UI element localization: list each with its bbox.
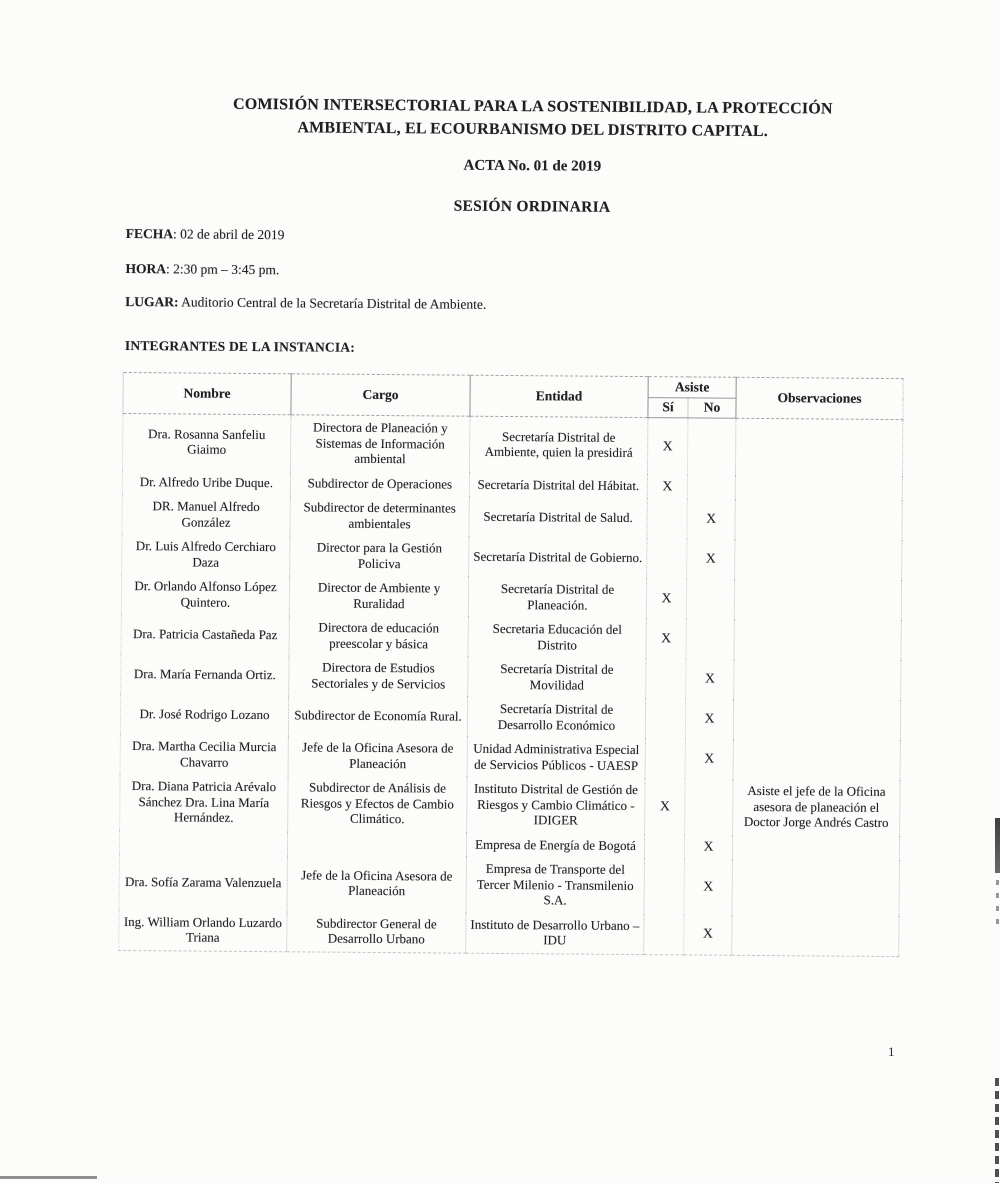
member-entidad-cell: Secretaría Distrital de Gobierno. bbox=[469, 537, 647, 578]
scan-artifact-bottom-left-line bbox=[0, 1176, 97, 1179]
asiste-si-cell bbox=[644, 858, 684, 914]
asiste-no-cell bbox=[686, 618, 734, 658]
fecha-label: FECHA bbox=[125, 225, 174, 242]
asiste-no-cell: X bbox=[686, 658, 734, 698]
table-row bbox=[119, 854, 899, 916]
member-name-cell: Dra. Rosanna Sanfeliu Giaimo bbox=[122, 413, 290, 470]
member-name-cell: Ing. William Orlando Luzardo Triana bbox=[119, 909, 287, 951]
members-table bbox=[118, 372, 904, 957]
observaciones-cell bbox=[734, 659, 901, 700]
table-row bbox=[121, 654, 901, 700]
member-cargo-cell: Subdirector de determinantes ambientales bbox=[290, 495, 469, 536]
member-entidad-cell: Secretaría Distrital de Ambiente, quien la presidirá bbox=[469, 416, 647, 473]
asiste-si-cell bbox=[647, 538, 687, 578]
observaciones-cell bbox=[735, 499, 902, 540]
document-content bbox=[120, 85, 939, 957]
table-row bbox=[122, 494, 902, 540]
table-row bbox=[122, 534, 902, 580]
observaciones-cell bbox=[734, 619, 901, 660]
asiste-no-cell: X bbox=[685, 738, 733, 778]
table-row bbox=[122, 413, 902, 475]
member-cargo-cell: Directora de educación preescolar y básica bbox=[289, 615, 468, 656]
member-name-cell: Dra. Patricia Castañeda Paz bbox=[121, 614, 289, 655]
asiste-si-cell: X bbox=[647, 474, 687, 499]
member-entidad-cell: Secretaría Distrital de Desarrollo Económico bbox=[467, 697, 645, 738]
scan-artifact-right-strip bbox=[995, 818, 1000, 873]
member-name-cell bbox=[119, 829, 287, 855]
hora-line bbox=[125, 260, 937, 284]
asiste-si-cell: X bbox=[646, 578, 686, 618]
asiste-no-cell: X bbox=[687, 538, 735, 578]
document-title bbox=[127, 92, 939, 144]
asiste-si-cell: X bbox=[646, 618, 686, 658]
acta-number: ACTA No. 01 de 2019 bbox=[463, 157, 602, 175]
member-name-cell: Dra. María Fernanda Ortiz. bbox=[121, 654, 289, 695]
table-row bbox=[121, 574, 901, 620]
asiste-no-cell bbox=[685, 778, 733, 834]
page-number: 1 bbox=[888, 1044, 895, 1059]
observaciones-cell bbox=[732, 834, 899, 860]
scan-artifact-right-faint-marks bbox=[996, 880, 999, 926]
asiste-no-cell bbox=[686, 578, 734, 618]
asiste-si-cell bbox=[645, 698, 685, 738]
asiste-si-cell: X bbox=[645, 778, 685, 834]
asiste-si-cell bbox=[645, 738, 685, 778]
member-name-cell: Dr. Luis Alfredo Cerchiaro Daza bbox=[122, 534, 290, 575]
hora-label: HORA bbox=[125, 260, 167, 277]
member-entidad-cell: Secretaría Distrital de Planeación. bbox=[468, 577, 646, 618]
document-title-line1: COMISIÓN INTERSECTORIAL PARA LA SOSTENIBILIDAD, LA PROTECCIÓN bbox=[232, 95, 833, 118]
member-cargo-cell: Jefe de la Oficina Asesora de Planeación bbox=[287, 855, 466, 912]
observaciones-cell bbox=[733, 699, 900, 740]
member-name-cell: Dr. José Rodrigo Lozano bbox=[120, 694, 288, 735]
member-cargo-cell: Subdirector General de Desarrollo Urbano bbox=[287, 911, 466, 953]
member-cargo-cell: Subdirector de Análisis de Riesgos y Efectos de Cambio Climático. bbox=[288, 775, 467, 832]
header-asiste: Asiste bbox=[648, 377, 736, 398]
asiste-no-cell: X bbox=[684, 914, 732, 955]
document-title-line2: AMBIENTAL, EL ECOURBANISMO DEL DISTRITO CAPITAL. bbox=[297, 119, 769, 141]
member-entidad-cell: Secretaría Distrital del Hábitat. bbox=[469, 472, 647, 498]
member-cargo-cell: Jefe de la Oficina Asesora de Planeación bbox=[288, 735, 467, 776]
member-entidad-cell: Instituto de Desarrollo Urbano –IDU bbox=[466, 912, 644, 954]
lugar-line bbox=[125, 293, 937, 317]
integrantes-heading: INTEGRANTES DE LA INSTANCIA: bbox=[124, 337, 356, 355]
member-name-cell: Dra. Martha Cecilia Murcia Chavarro bbox=[120, 734, 288, 775]
asiste-no-cell: X bbox=[685, 698, 733, 738]
table-row bbox=[119, 909, 899, 956]
header-cargo: Cargo bbox=[291, 374, 470, 416]
asiste-no-cell bbox=[687, 418, 735, 474]
member-name-cell: Dr. Alfredo Uribe Duque. bbox=[122, 469, 290, 495]
scan-artifact-right-dashes bbox=[995, 1078, 999, 1183]
member-cargo-cell: Subdirector de Economía Rural. bbox=[288, 695, 467, 736]
observaciones-cell bbox=[733, 739, 900, 780]
header-entidad: Entidad bbox=[470, 375, 648, 417]
fecha-line bbox=[126, 225, 938, 249]
member-cargo-cell: Directora de Estudios Sectoriales y de Servicios bbox=[289, 655, 468, 696]
member-cargo-cell: Director de Ambiente y Ruralidad bbox=[289, 575, 468, 616]
member-cargo-cell: Director para la Gestión Policiva bbox=[290, 535, 469, 576]
fecha-value: : 02 de abril de 2019 bbox=[173, 226, 285, 243]
member-name-cell: DR. Manuel Alfredo González bbox=[122, 494, 290, 535]
member-name-cell: Dr. Orlando Alfonso López Quintero. bbox=[121, 574, 289, 615]
member-entidad-cell: Instituto Distrital de Gestión de Riesgos y Cambio Climático - IDIGER bbox=[467, 777, 645, 834]
member-entidad-cell: Secretaría Distrital de Movilidad bbox=[468, 657, 646, 698]
member-entidad-cell: Secretaria Educación del Distrito bbox=[468, 617, 646, 658]
observaciones-cell bbox=[735, 539, 902, 580]
observaciones-cell bbox=[732, 859, 899, 916]
member-cargo-cell bbox=[287, 831, 466, 857]
header-observaciones: Observaciones bbox=[736, 377, 903, 419]
observaciones-cell: Asiste el jefe de la Oficina asesora de planeación el Doctor Jorge Andrés Castro bbox=[733, 779, 900, 836]
lugar-label: LUGAR: bbox=[125, 293, 179, 310]
member-name-cell: Dra. Diana Patricia Arévalo Sánchez Dra. Lina María Hernández. bbox=[120, 774, 288, 831]
table-row bbox=[120, 774, 900, 836]
table-row bbox=[120, 734, 900, 780]
observaciones-cell bbox=[735, 474, 902, 500]
asiste-si-cell bbox=[646, 658, 686, 698]
asiste-no-cell: X bbox=[687, 498, 735, 538]
member-name-cell: Dra. Sofía Zarama Valenzuela bbox=[119, 854, 287, 911]
table-row bbox=[120, 694, 900, 740]
asiste-no-cell: X bbox=[684, 858, 732, 914]
lugar-value: Auditorio Central de la Secretaría Distrital de Ambiente. bbox=[178, 294, 487, 312]
member-cargo-cell: Directora de Planeación y Sistemas de Información ambiental bbox=[290, 415, 469, 472]
member-entidad-cell: Empresa de Transporte del Tercer Milenio - Transmilenio S.A. bbox=[466, 857, 644, 914]
table-row bbox=[121, 614, 901, 660]
session-type: SESIÓN ORDINARIA bbox=[453, 197, 611, 216]
member-entidad-cell: Unidad Administrativa Especial de Servicios Públicos - UAESP bbox=[467, 737, 645, 778]
asiste-no-cell: X bbox=[684, 834, 732, 859]
member-entidad-cell: Secretaría Distrital de Salud. bbox=[469, 497, 647, 538]
header-nombre: Nombre bbox=[123, 372, 291, 414]
member-entidad-cell: Empresa de Energía de Bogotá bbox=[466, 832, 644, 858]
asiste-si-cell bbox=[644, 834, 684, 859]
members-table-header bbox=[123, 372, 903, 419]
asiste-si-cell: X bbox=[647, 418, 687, 474]
asiste-si-cell bbox=[644, 914, 684, 955]
header-si: Sí bbox=[648, 397, 688, 418]
members-table-body bbox=[119, 413, 903, 956]
observaciones-cell bbox=[735, 418, 902, 475]
member-cargo-cell: Subdirector de Operaciones bbox=[290, 471, 469, 497]
asiste-no-cell bbox=[687, 474, 735, 499]
header-no: No bbox=[688, 397, 736, 418]
observaciones-cell bbox=[732, 914, 899, 956]
hora-value: : 2:30 pm – 3:45 pm. bbox=[165, 261, 280, 278]
asiste-si-cell bbox=[647, 498, 687, 538]
observaciones-cell bbox=[734, 579, 901, 620]
